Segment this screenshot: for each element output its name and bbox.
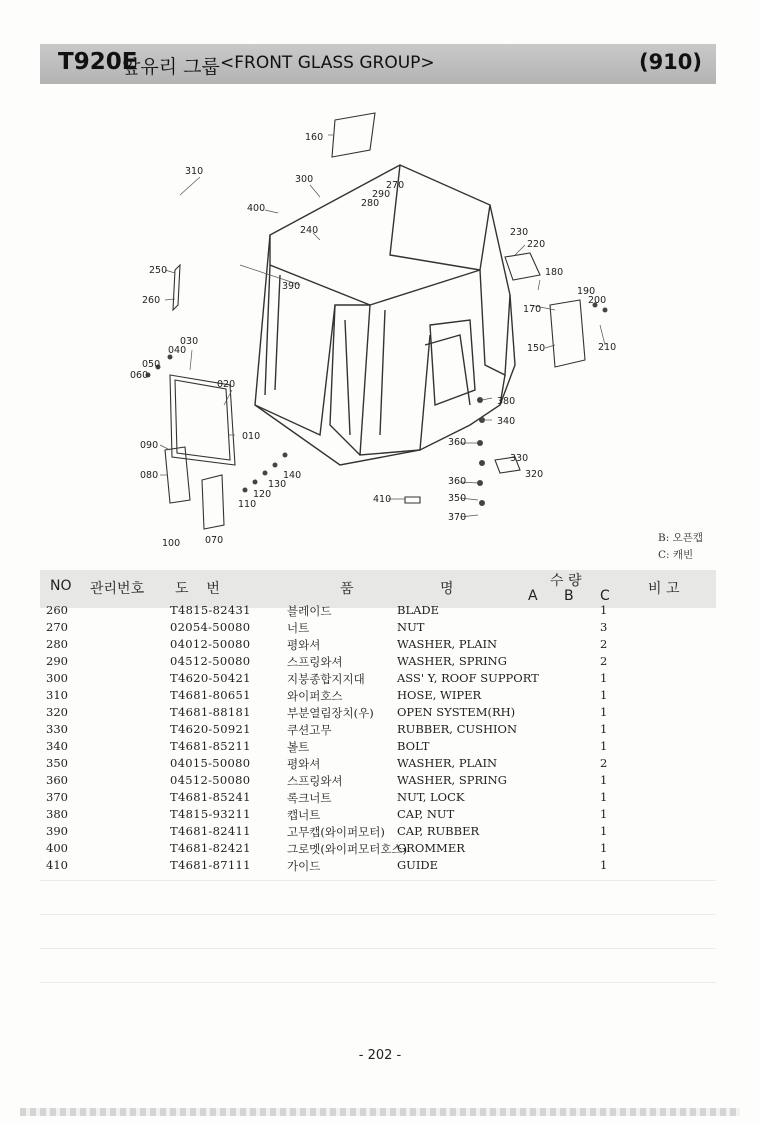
table-row [40, 620, 716, 637]
part-code: T4681-87111 [170, 858, 251, 872]
part-name-korean: 너트 [287, 621, 310, 635]
model-name: T920E [58, 49, 138, 75]
callout-370: 370 [448, 512, 467, 523]
header-remarks: 비 고 [648, 581, 680, 597]
table-row [40, 824, 716, 841]
table-row [40, 756, 716, 773]
part-name-english: NUT [397, 620, 425, 634]
callout-090: 090 [140, 440, 159, 451]
part-qty: 3 [600, 620, 608, 634]
callout-300: 300 [295, 174, 314, 185]
part-name-english: NUT, LOCK [397, 790, 465, 804]
part-code: 04512-50080 [170, 654, 251, 668]
part-code: T4681-85241 [170, 790, 251, 804]
header-mgmt-number: 관리번호 [90, 581, 145, 597]
part-code: T4815-82431 [170, 603, 251, 617]
part-name-english: CAP, RUBBER [397, 824, 480, 838]
part-no: 320 [46, 705, 68, 719]
callout-120: 120 [253, 489, 272, 500]
callout-310: 310 [185, 166, 204, 177]
table-row [40, 807, 716, 824]
header-qty-b: B [564, 588, 574, 604]
table-row [40, 654, 716, 671]
part-name-english: OPEN SYSTEM(RH) [397, 705, 516, 719]
part-code: T4620-50421 [170, 671, 251, 685]
part-no: 330 [46, 722, 68, 736]
part-name-english: RUBBER, CUSHION [397, 722, 518, 736]
callout-400: 400 [247, 203, 266, 214]
part-code: T4681-80651 [170, 688, 251, 702]
part-no: 370 [46, 790, 68, 804]
table-row [40, 671, 716, 688]
group-title-english: <FRONT GLASS GROUP> [220, 53, 435, 73]
callout-290: 290 [372, 189, 391, 200]
callout-320: 320 [525, 469, 544, 480]
part-name-english: WASHER, PLAIN [397, 637, 498, 651]
part-no: 280 [46, 637, 68, 651]
table-row [40, 705, 716, 722]
part-name-korean: 와이퍼호스 [287, 689, 343, 703]
part-qty: 1 [600, 790, 608, 804]
callout-260: 260 [142, 295, 161, 306]
part-no: 400 [46, 841, 68, 855]
part-qty: 1 [600, 671, 608, 685]
callout-060: 060 [130, 370, 149, 381]
callout-010: 010 [242, 431, 261, 442]
part-no: 410 [46, 858, 68, 872]
callout-220: 220 [527, 239, 546, 250]
callout-250: 250 [149, 265, 168, 276]
part-qty: 1 [600, 603, 608, 617]
part-qty: 1 [600, 841, 608, 855]
table-row [40, 841, 716, 858]
callout-070: 070 [205, 535, 224, 546]
header-name-2: 명 [440, 581, 454, 597]
part-qty: 1 [600, 858, 608, 872]
part-name-korean: 스프링와셔 [287, 655, 343, 669]
part-qty: 2 [600, 637, 608, 651]
part-name-english: GROMMER [397, 841, 465, 855]
part-name-korean: 그로멧(와이퍼모터호스) [287, 842, 408, 856]
part-qty: 2 [600, 654, 608, 668]
part-name-korean: 지붕종합지지대 [287, 672, 365, 686]
part-code: T4681-85211 [170, 739, 251, 753]
front-glass-inner [175, 380, 230, 460]
part-name-korean: 캡너트 [287, 808, 321, 822]
header-no: NO [50, 578, 72, 594]
row-divider [40, 914, 716, 915]
glass-panels-drawing [165, 113, 585, 529]
row-divider [40, 880, 716, 881]
part-name-english: WASHER, PLAIN [397, 756, 498, 770]
table-row [40, 603, 716, 620]
callout-410: 410 [373, 494, 392, 505]
part-name-english: WASHER, SPRING [397, 654, 507, 668]
row-divider [40, 948, 716, 949]
legend-b: B: 오픈캡 [658, 532, 704, 544]
part-name-korean: 록크너트 [287, 791, 332, 805]
header-qty-c: C [600, 588, 610, 604]
callout-270: 270 [386, 180, 405, 191]
roof-glass-160 [332, 113, 375, 157]
side-glass-230 [505, 253, 540, 280]
part-no: 300 [46, 671, 68, 685]
part-no: 390 [46, 824, 68, 838]
parts-list [40, 603, 716, 875]
part-no: 360 [46, 773, 68, 787]
callout-210: 210 [598, 342, 617, 353]
part-name-korean: 블레이드 [287, 604, 332, 618]
part-no: 380 [46, 807, 68, 821]
table-row [40, 637, 716, 654]
part-code: T4815-93211 [170, 807, 251, 821]
callout-190: 190 [577, 286, 596, 297]
guide-410 [405, 497, 420, 503]
part-code: 04512-50080 [170, 773, 251, 787]
part-name-english: WASHER, SPRING [397, 773, 507, 787]
callout-360-lower: 360 [448, 476, 467, 487]
part-no: 350 [46, 756, 68, 770]
lower-glass-080 [165, 447, 190, 503]
part-qty: 1 [600, 739, 608, 753]
part-name-english: BLADE [397, 603, 440, 617]
callout-050: 050 [142, 359, 161, 370]
part-name-english: HOSE, WIPER [397, 688, 482, 702]
part-no: 270 [46, 620, 68, 634]
callout-240: 240 [300, 225, 319, 236]
part-no: 310 [46, 688, 68, 702]
lower-glass-070 [202, 475, 224, 529]
table-row [40, 858, 716, 875]
callout-100: 100 [162, 538, 181, 549]
header-qty-a: A [528, 588, 538, 604]
callout-350: 350 [448, 493, 467, 504]
callout-360-upper: 360 [448, 437, 467, 448]
part-qty: 1 [600, 824, 608, 838]
header-quantity: 수 량 [550, 573, 582, 589]
part-qty: 2 [600, 756, 608, 770]
legend-c: C: 캐빈 [658, 549, 694, 561]
callout-150: 150 [527, 343, 546, 354]
part-code: 04012-50080 [170, 637, 251, 651]
header-drawing-number: 도 번 [175, 581, 220, 597]
callout-040: 040 [168, 345, 187, 356]
part-no: 260 [46, 603, 68, 617]
scan-edge-artifact [20, 1108, 740, 1116]
part-name-english: CAP, NUT [397, 807, 455, 821]
part-code: T4681-88181 [170, 705, 251, 719]
part-name-korean: 고무캡(와이퍼모터) [287, 825, 385, 839]
callout-020: 020 [217, 379, 236, 390]
part-name-korean: 부분열림장치(우) [287, 706, 374, 720]
callout-280: 280 [361, 198, 380, 209]
table-row [40, 790, 716, 807]
part-name-english: GUIDE [397, 858, 439, 872]
callout-390: 390 [282, 281, 301, 292]
exploded-parts-diagram [120, 105, 640, 555]
part-qty: 1 [600, 705, 608, 719]
part-code: 02054-50080 [170, 620, 251, 634]
empty-table-area [40, 880, 716, 1010]
callout-030: 030 [180, 336, 199, 347]
part-qty: 1 [600, 773, 608, 787]
legend [658, 530, 703, 564]
table-row [40, 722, 716, 739]
callout-110: 110 [238, 499, 257, 510]
table-row [40, 739, 716, 756]
part-qty: 1 [600, 722, 608, 736]
part-name-korean: 스프링와셔 [287, 774, 343, 788]
header-name-1: 품 [340, 581, 354, 597]
part-code: T4681-82421 [170, 841, 251, 855]
callout-130: 130 [268, 479, 287, 490]
wiper-blade-260 [173, 265, 180, 310]
callout-340: 340 [497, 416, 516, 427]
callout-140: 140 [283, 470, 302, 481]
part-name-korean: 평와셔 [287, 757, 321, 771]
callout-200: 200 [588, 295, 607, 306]
part-no: 340 [46, 739, 68, 753]
callout-160: 160 [305, 132, 324, 143]
table-row [40, 688, 716, 705]
part-no: 290 [46, 654, 68, 668]
callout-180: 180 [545, 267, 564, 278]
callout-380: 380 [497, 396, 516, 407]
table-row [40, 773, 716, 790]
part-code: T4620-50921 [170, 722, 251, 736]
group-title-korean: 앞유리 그룹 [122, 56, 220, 78]
part-name-english: BOLT [397, 739, 430, 753]
part-name-korean: 쿠션고무 [287, 723, 332, 737]
part-name-korean: 가이드 [287, 859, 321, 873]
row-divider [40, 982, 716, 983]
part-name-korean: 평와셔 [287, 638, 321, 652]
callout-230: 230 [510, 227, 529, 238]
part-name-english: ASS' Y, ROOF SUPPORT [397, 671, 539, 685]
page-number: - 202 - [358, 1048, 402, 1063]
part-code: 04015-50080 [170, 756, 251, 770]
part-qty: 1 [600, 688, 608, 702]
callout-080: 080 [140, 470, 159, 481]
callout-labels [130, 132, 616, 549]
part-code: T4681-82411 [170, 824, 251, 838]
part-qty: 1 [600, 807, 608, 821]
callout-170: 170 [523, 304, 542, 315]
rear-glass-150 [550, 300, 585, 367]
page-title-bar [40, 44, 716, 84]
cabin-frame-drawing [255, 165, 515, 465]
part-name-korean: 볼트 [287, 740, 310, 754]
group-code: (910) [638, 50, 702, 74]
callout-330: 330 [510, 453, 529, 464]
